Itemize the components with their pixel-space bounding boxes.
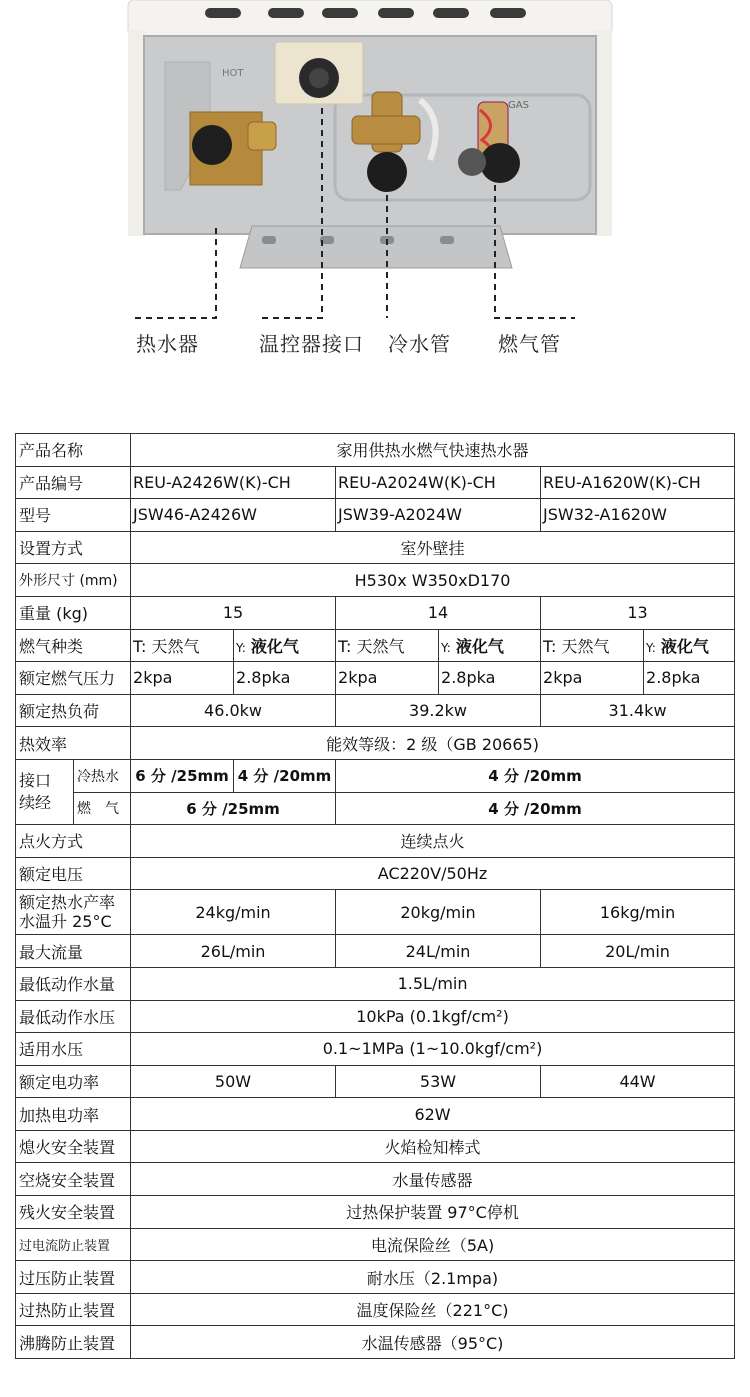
value: 2kpa xyxy=(131,662,234,695)
value: 13 xyxy=(541,596,735,629)
value xyxy=(439,629,541,662)
row-ignition xyxy=(16,825,735,858)
value: 2.8pka xyxy=(644,662,735,695)
value: H530x W350xD170 xyxy=(131,564,735,597)
value: 2.8pka xyxy=(234,662,336,695)
row-residual-safety xyxy=(16,1196,735,1229)
row-power xyxy=(16,1065,735,1098)
value: REU-A1620W(K)-CH xyxy=(541,466,735,499)
row-heating-power xyxy=(16,1098,735,1131)
row-overheat xyxy=(16,1293,735,1326)
value: 水量传感器 xyxy=(131,1163,735,1196)
gas-mark: GAS xyxy=(508,100,529,111)
label-line2: 续经 xyxy=(19,793,52,813)
row-boil xyxy=(16,1326,735,1359)
value: 39.2kw xyxy=(336,694,541,727)
label: 沸腾防止装置 xyxy=(16,1326,131,1359)
value: 44W xyxy=(541,1065,735,1098)
value: JSW32-A1620W xyxy=(541,499,735,532)
label: 额定热负荷 xyxy=(16,694,131,727)
sublabel: 燃 气 xyxy=(74,792,131,825)
label: 热效率 xyxy=(16,727,131,760)
value: 0.1~1MPa (1~10.0kgf/cm²) xyxy=(131,1033,735,1066)
label: 额定电功率 xyxy=(16,1065,131,1098)
label: 产品编号 xyxy=(16,466,131,499)
row-hot-water-rate xyxy=(16,890,735,935)
callout-cold-water-pipe: 冷水管 xyxy=(388,332,451,356)
value: 火焰检知棒式 xyxy=(131,1130,735,1163)
value: 4 分 /20mm xyxy=(336,759,735,792)
label: 外形尺寸 (mm) xyxy=(16,564,131,597)
value: 14 xyxy=(336,596,541,629)
label: 残火安全装置 xyxy=(16,1196,131,1229)
label: 燃气种类 xyxy=(16,629,131,662)
value: 电流保险丝（5A) xyxy=(131,1228,735,1261)
value: 2.8pka xyxy=(439,662,541,695)
label: 重量 (kg) xyxy=(16,596,131,629)
row-dimensions xyxy=(16,564,735,597)
row-pipe-gas xyxy=(16,792,735,825)
value: T: 天然气 xyxy=(131,629,234,662)
label: 熄火安全装置 xyxy=(16,1130,131,1163)
value: 31.4kw xyxy=(541,694,735,727)
label: 产品名称 xyxy=(16,434,131,467)
value: 过热保护装置 97°C停机 xyxy=(131,1196,735,1229)
row-dry-safety xyxy=(16,1163,735,1196)
value: 温度保险丝（221°C) xyxy=(131,1293,735,1326)
callout-lines xyxy=(0,0,750,380)
value: 能效等级：2 级（GB 20665) xyxy=(131,727,735,760)
value: 4 分 /20mm xyxy=(234,759,336,792)
prefix: Y: xyxy=(236,640,246,655)
value: 家用供热水燃气快速热水器 xyxy=(131,434,735,467)
row-gas-type xyxy=(16,629,735,662)
row-overcurrent xyxy=(16,1228,735,1261)
value: T: 天然气 xyxy=(336,629,439,662)
label: 适用水压 xyxy=(16,1033,131,1066)
row-overpressure xyxy=(16,1261,735,1294)
value: 20L/min xyxy=(541,935,735,968)
value: JSW46-A2426W xyxy=(131,499,336,532)
value: 6 分 /25mm xyxy=(131,759,234,792)
row-flame-safety xyxy=(16,1130,735,1163)
label-line2: 水温升 25°C xyxy=(19,912,112,932)
label: 过压防止装置 xyxy=(16,1261,131,1294)
row-product-code xyxy=(16,466,735,499)
callout-gas-pipe: 燃气管 xyxy=(498,332,561,356)
value: AC220V/50Hz xyxy=(131,857,735,890)
label: 最低动作水量 xyxy=(16,967,131,1000)
row-voltage xyxy=(16,857,735,890)
value: 2kpa xyxy=(541,662,644,695)
prefix: Y: xyxy=(646,640,656,655)
row-min-flow xyxy=(16,967,735,1000)
value: 24kg/min xyxy=(131,890,336,935)
label: 过热防止装置 xyxy=(16,1293,131,1326)
row-install xyxy=(16,531,735,564)
value: 26L/min xyxy=(131,935,336,968)
value: 6 分 /25mm xyxy=(131,792,336,825)
value: REU-A2024W(K)-CH xyxy=(336,466,541,499)
row-efficiency xyxy=(16,727,735,760)
value: 4 分 /20mm xyxy=(336,792,735,825)
value xyxy=(234,629,336,662)
value: REU-A2426W(K)-CH xyxy=(131,466,336,499)
row-model xyxy=(16,499,735,532)
value: 53W xyxy=(336,1065,541,1098)
value: 16kg/min xyxy=(541,890,735,935)
row-min-pressure xyxy=(16,1000,735,1033)
sublabel: 冷热水 xyxy=(74,759,131,792)
row-max-flow xyxy=(16,935,735,968)
row-heat-load xyxy=(16,694,735,727)
row-product-name xyxy=(16,434,735,467)
value: 室外壁挂 xyxy=(131,531,735,564)
label-line1: 额定热水产率 xyxy=(19,893,116,913)
label: 额定电压 xyxy=(16,857,131,890)
row-water-pressure xyxy=(16,1033,735,1066)
callout-water-heater: 热水器 xyxy=(136,332,199,356)
label: 设置方式 xyxy=(16,531,131,564)
text: 液化气 xyxy=(660,636,709,656)
row-gas-pressure xyxy=(16,662,735,695)
callout-thermostat-port: 温控器接口 xyxy=(259,332,364,356)
value: 耐水压（2.1mpa) xyxy=(131,1261,735,1294)
label xyxy=(16,759,74,824)
value: T: 天然气 xyxy=(541,629,644,662)
value: JSW39-A2024W xyxy=(336,499,541,532)
label-line1: 接口 xyxy=(19,771,52,791)
value: 20kg/min xyxy=(336,890,541,935)
prefix: Y: xyxy=(441,640,451,655)
value: 1.5L/min xyxy=(131,967,735,1000)
text: 液化气 xyxy=(250,636,299,656)
label xyxy=(16,890,131,935)
value: 62W xyxy=(131,1098,735,1131)
label: 加热电功率 xyxy=(16,1098,131,1131)
hot-mark: HOT xyxy=(222,68,244,79)
value: 10kPa (0.1kgf/cm²) xyxy=(131,1000,735,1033)
spec-table xyxy=(15,433,735,1359)
value: 15 xyxy=(131,596,336,629)
value: 24L/min xyxy=(336,935,541,968)
row-pipe-water xyxy=(16,759,735,792)
row-weight xyxy=(16,596,735,629)
label: 额定燃气压力 xyxy=(16,662,131,695)
label: 最大流量 xyxy=(16,935,131,968)
value: 水温传感器（95°C) xyxy=(131,1326,735,1359)
label: 过电流防止装置 xyxy=(16,1228,131,1261)
value xyxy=(644,629,735,662)
label: 空烧安全装置 xyxy=(16,1163,131,1196)
value: 50W xyxy=(131,1065,336,1098)
label: 型号 xyxy=(16,499,131,532)
value: 46.0kw xyxy=(131,694,336,727)
value: 连续点火 xyxy=(131,825,735,858)
value: 2kpa xyxy=(336,662,439,695)
label: 最低动作水压 xyxy=(16,1000,131,1033)
label: 点火方式 xyxy=(16,825,131,858)
text: 液化气 xyxy=(455,636,504,656)
